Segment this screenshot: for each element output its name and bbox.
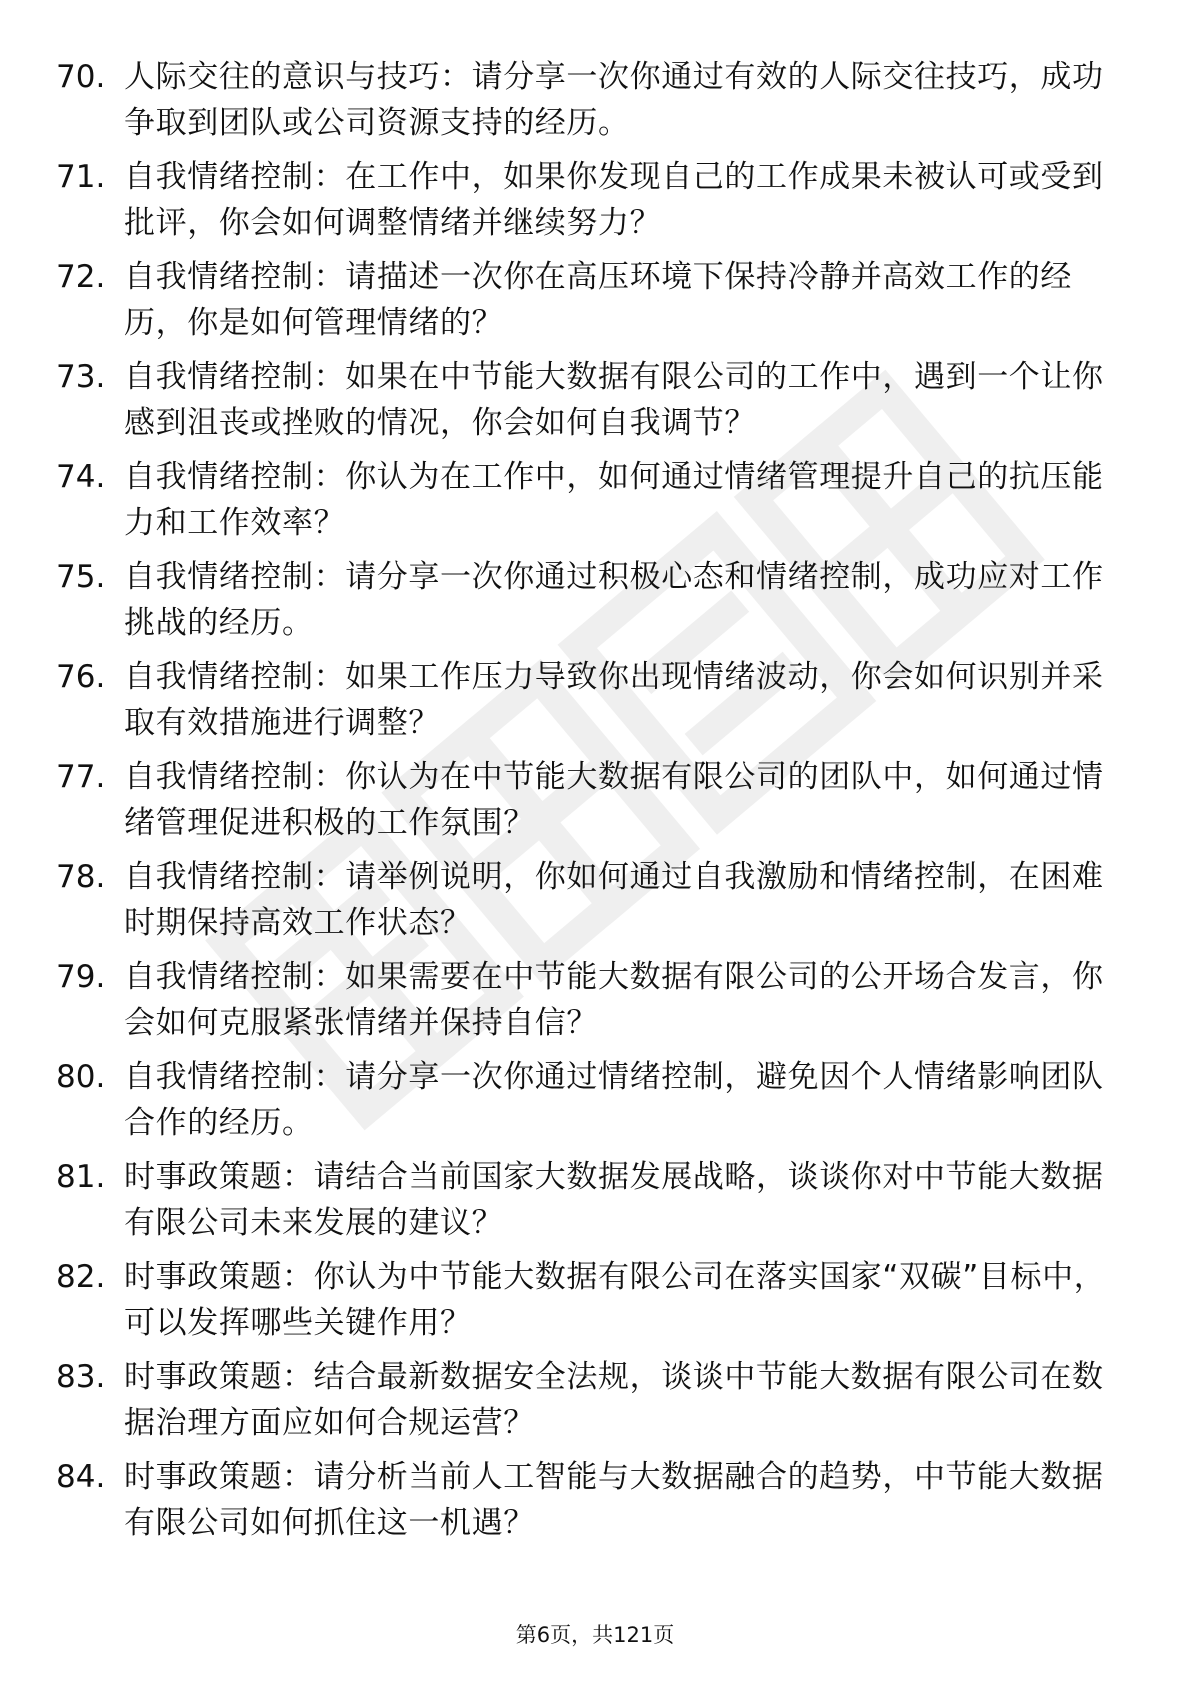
- page-number-label: 第6页，共121页: [515, 1623, 675, 1647]
- question-list: [0, 40, 1190, 1540]
- question-text: 时事政策题：请结合当前国家大数据发展战略，谈谈你对中节能大数据有限公司未来发展的建议？: [124, 1159, 1104, 1241]
- question-number: 70.: [56, 59, 106, 95]
- list-item: [0, 1140, 1190, 1240]
- question-text: 自我情绪控制：请举例说明，你如何通过自我激励和情绪控制，在困难时期保持高效工作状态？: [124, 859, 1104, 941]
- question-number: 80.: [56, 1059, 106, 1095]
- question-text: 自我情绪控制：请描述一次你在高压环境下保持冷静并高效工作的经历，你是如何管理情绪的？: [124, 259, 1072, 341]
- list-item: [0, 840, 1190, 940]
- question-text: 时事政策题：结合最新数据安全法规，谈谈中节能大数据有限公司在数据治理方面应如何合规运营？: [124, 1359, 1104, 1441]
- question-text: 自我情绪控制：如果需要在中节能大数据有限公司的公开场合发言，你会如何克服紧张情绪并保持自信？: [124, 959, 1104, 1041]
- question-text: 人际交往的意识与技巧：请分享一次你通过有效的人际交往技巧，成功争取到团队或公司资源支持的经历。: [124, 59, 1104, 141]
- list-item: [0, 240, 1190, 340]
- question-text: 时事政策题：你认为中节能大数据有限公司在落实国家“双碳”目标中，可以发挥哪些关键作用？: [124, 1259, 1106, 1341]
- list-item: [0, 340, 1190, 440]
- question-text: 时事政策题：请分析当前人工智能与大数据融合的趋势，中节能大数据有限公司如何抓住这一机遇？: [124, 1459, 1104, 1541]
- list-item: [0, 540, 1190, 640]
- question-number: 84.: [56, 1459, 106, 1495]
- question-text: 自我情绪控制：你认为在中节能大数据有限公司的团队中，如何通过情绪管理促进积极的工作氛围？: [124, 759, 1104, 841]
- question-number: 74.: [56, 459, 106, 495]
- question-number: 75.: [56, 559, 106, 595]
- question-text: 自我情绪控制：在工作中，如果你发现自己的工作成果未被认可或受到批评，你会如何调整情绪并继续努力？: [124, 159, 1104, 241]
- list-item: [0, 40, 1190, 140]
- question-text: 自我情绪控制：如果在中节能大数据有限公司的工作中，遇到一个让你感到沮丧或挫败的情况，你会如何自我调节？: [124, 359, 1104, 441]
- list-item: [0, 440, 1190, 540]
- list-item: [0, 640, 1190, 740]
- question-number: 76.: [56, 659, 106, 695]
- list-item: [0, 1240, 1190, 1340]
- list-item: [0, 1440, 1190, 1540]
- page-footer: [0, 1620, 1190, 1650]
- question-text: 自我情绪控制：请分享一次你通过积极心态和情绪控制，成功应对工作挑战的经历。: [124, 559, 1104, 641]
- list-item: [0, 740, 1190, 840]
- question-number: 79.: [56, 959, 106, 995]
- question-number: 77.: [56, 759, 106, 795]
- question-number: 71.: [56, 159, 106, 195]
- question-text: 自我情绪控制：如果工作压力导致你出现情绪波动，你会如何识别并采取有效措施进行调整？: [124, 659, 1104, 741]
- list-item: [0, 1340, 1190, 1440]
- question-number: 78.: [56, 859, 106, 895]
- question-text: 自我情绪控制：请分享一次你通过情绪控制，避免因个人情绪影响团队合作的经历。: [124, 1059, 1104, 1141]
- question-number: 73.: [56, 359, 106, 395]
- question-text: 自我情绪控制：你认为在工作中，如何通过情绪管理提升自己的抗压能力和工作效率？: [124, 459, 1104, 541]
- list-item: [0, 140, 1190, 240]
- question-number: 82.: [56, 1259, 106, 1295]
- question-number: 72.: [56, 259, 106, 295]
- list-item: [0, 940, 1190, 1040]
- list-item: [0, 1040, 1190, 1140]
- question-number: 83.: [56, 1359, 106, 1395]
- question-number: 81.: [56, 1159, 106, 1195]
